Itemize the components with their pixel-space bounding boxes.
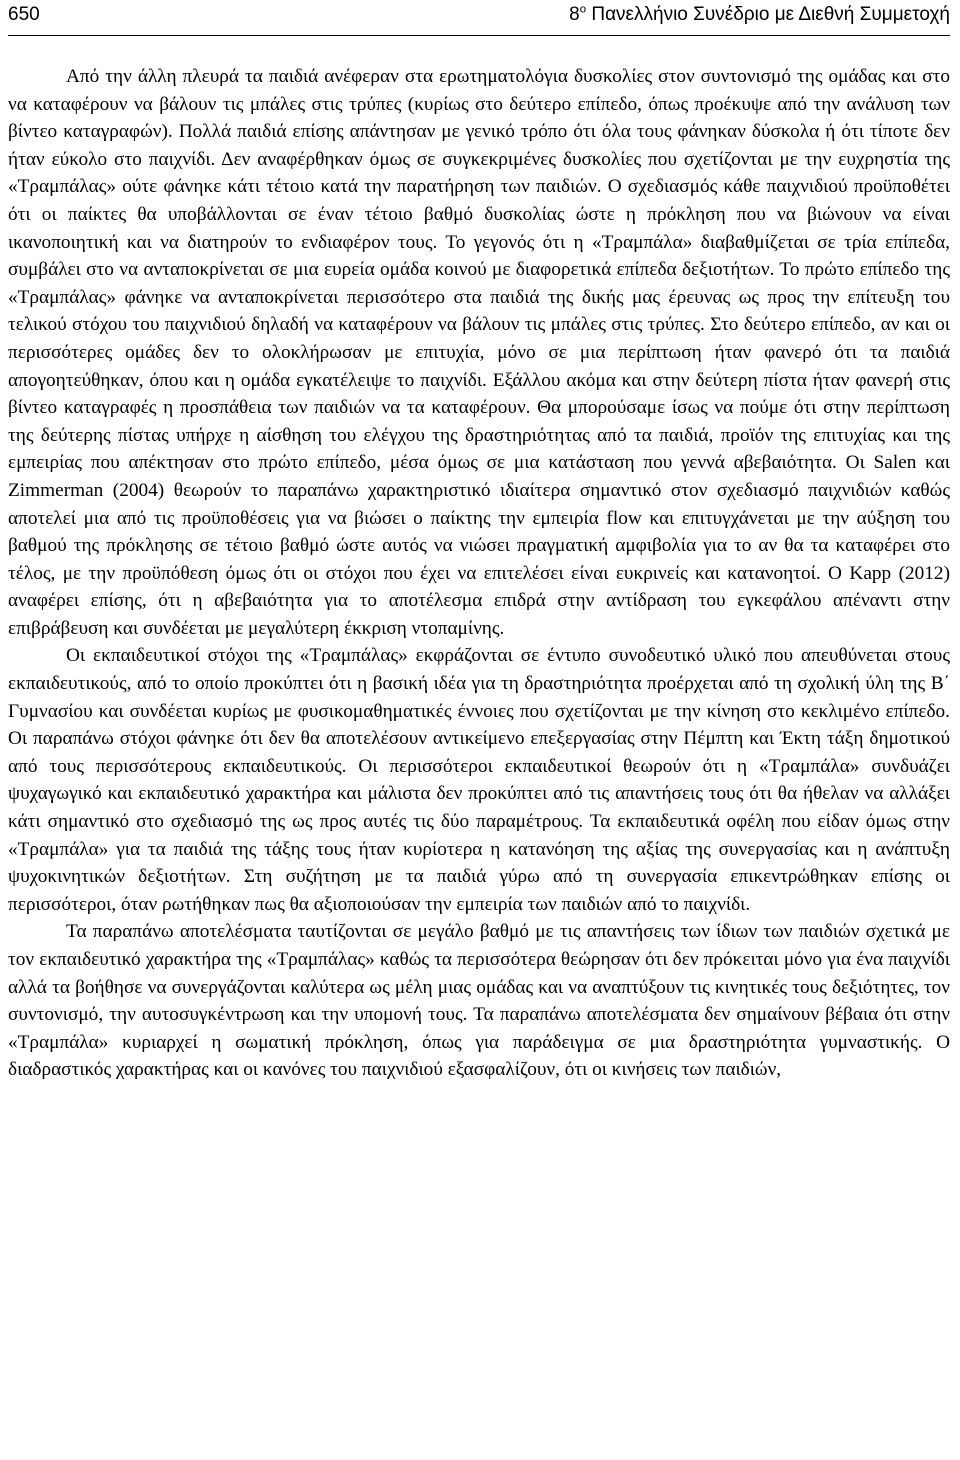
running-title-prefix: 8 xyxy=(569,4,580,25)
page-number: 650 xyxy=(8,4,40,25)
paragraph-2: Οι εκπαιδευτικοί στόχοι της «Τραμπάλας» εκφράζονται σε έντυπο συνοδευτικό υλικό που απευθύνεται στους εκπαιδευτικούς, από το οποίο προκύπτει ότι η βασική ιδέα για τη δραστηριότητα προέρχεται από τη σχολική ύλη της Β΄ Γυμνασίου και συνδέεται κυρίως με φυσικομαθηματικές έννοιες που σχετίζονται με την κίνηση στο κεκλιμένο επίπεδο. Οι παραπάνω στόχοι φάνηκε ότι δεν θα αποτελέσουν αντικείμενο επεξεργασίας στην Πέμπτη και Έκτη τάξη δημοτικού από τους περισσότερους εκπαιδευτικούς. Οι περισσότεροι εκπαιδευτικοί θεωρούν ότι η «Τραμπάλα» συνδυάζει ψυχαγωγικό και εκπαιδευτικό χαρακτήρα και μάλιστα δεν προκύπτει από τις απαντήσεις τους ότι θα ήθελαν να αλλάξει κάτι σημαντικό στο σχεδιασμό της ως προς αυτές τις δύο παραμέτρους. Τα εκπαιδευτικά οφέλη που είδαν όμως στην «Τραμπάλα» για τα παιδιά της τάξης τους ήταν κυρίοτερα η κατανόηση της αξίας της συνεργασίας και η ανάπτυξη ψυχοκινητικών δεξιοτήτων. Στη συζήτηση με τα παιδιά γύρω από τη συνεργασία επικεντρώθηκαν επίσης οι περισσότεροι, όταν ρωτήθηκαν πως θα αξιοποιούσαν την εμπειρία των παιδιών από το παιχνίδι. xyxy=(8,645,950,915)
paragraph-3: Τα παραπάνω αποτελέσματα ταυτίζονται σε μεγάλο βαθμό με τις απαντήσεις των ίδιων των παιδιών σχετικά με τον εκπαιδευτικό χαρακτήρα της «Τραμπάλας» καθώς τα περισσότερα θεώρησαν ότι δεν πρόκειται μόνο για ένα παιχνίδι αλλά τα βοήθησε να συνεργάζονται καλύτερα ως μέλη μιας ομάδας και να αναπτύξουν τις κινητικές τους δεξιότητες, τον συντονισμό, την αυτοσυγκέντρωση και την υπομονή τους. Τα παραπάνω αποτελέσματα δεν σημαίνουν βέβαια ότι στην «Τραμπάλα» κυριαρχεί η σωματική πρόκληση, όπως για παράδειγμα σε μια δραστηριότητα γυμναστικής. Ο διαδραστικός χαρακτήρας και οι κανόνες του παιχνιδιού εξασφαλίζουν, ότι οι κινήσεις των παιδιών, xyxy=(8,921,950,1081)
running-title-superscript: ο xyxy=(579,3,587,16)
page-header xyxy=(8,4,950,34)
body-text xyxy=(8,63,950,1084)
running-title xyxy=(569,4,950,26)
header-rule xyxy=(8,35,950,36)
running-title-text: Πανελλήνιο Συνέδριο με Διεθνή Συμμετοχή xyxy=(586,4,950,25)
paragraph-1: Από την άλλη πλευρά τα παιδιά ανέφεραν στα ερωτηματολόγια δυσκολίες στον συντονισμό της ομάδας και στο να καταφέρουν να βάλουν τις μπάλες στις τρύπες (κυρίως στο δεύτερο επίπεδο, όπως προέκυψε από την ανάλυση των βίντεο καταγραφών). Πολλά παιδιά επίσης απάντησαν με γενικό τρόπο ότι όλα τους φάνηκαν δύσκολα ή ότι τίποτε δεν ήταν εύκολο στο παιχνίδι. Δεν αναφέρθηκαν όμως σε συγκεκριμένες δυσκολίες που σχετίζονται με την ευχρηστία της «Τραμπάλας» ούτε φάνηκε κάτι τέτοιο κατά την παρατήρηση των παιδιών. Ο σχεδιασμός κάθε παιχνιδιού προϋποθέτει ότι οι παίκτες θα υποβάλλονται σε έναν τέτοιο βαθμό δυσκολίας ώστε η πρόκληση που να βιώνουν να είναι ικανοποιητική και να διατηρούν το ενδιαφέρον τους. Το γεγονός ότι η «Τραμπάλα» διαβαθμίζεται σε τρία επίπεδα, συμβάλει στο να ανταποκρίνεται σε μια ευρεία ομάδα κοινού με διαφορετικά επίπεδα δεξιοτήτων. Το πρώτο επίπεδο της «Τραμπάλας» φάνηκε να ανταποκρίνεται περισσότερο στα παιδιά της δικής μας έρευνας ως προς την επίτευξη του τελικού στόχου του παιχνιδιού δηλαδή να καταφέρουν να βάλουν τις μπάλες στις τρύπες. Στο δεύτερο επίπεδο, αν και οι περισσότερες ομάδες δεν το ολοκλήρωσαν με επιτυχία, μόνο σε μια περίπτωση ήταν φανερό ότι τα παιδιά απογοητεύθηκαν, όπου και η ομάδα εγκατέλειψε το παιχνίδι. Εξάλλου ακόμα και στην δεύτερη πίστα ήταν φανερή στις βίντεο καταγραφές η προσπάθεια των παιδιών να τα καταφέρουν. Θα μπορούσαμε ίσως να πούμε ότι στην περίπτωση της δεύτερης πίστας υπήρχε η αίσθηση του ελέγχου της δραστηριότητας από τα παιδιά, προϊόν της επιτυχίας και της εμπειρίας που απέκτησαν στο πρώτο επίπεδο, μέσα όμως σε μια κατάσταση που γεννά αβεβαιότητα. Οι Salen και Zimmerman (2004) θεωρούν το παραπάνω χαρακτηριστικό ιδιαίτερα σημαντικό στον σχεδιασμό παιχνιδιών καθώς αποτελεί μια από τις προϋποθέσεις για να βιώσει ο παίκτης την εμπειρία flow και επιτυγχάνεται με την αύξηση του βαθμού της πρόκλησης σε τέτοιο βαθμό ώστε αυτός να νιώσει πραγματική αμφιβολία για το αν θα τα καταφέρει στο τέλος, με την προϋπόθεση όμως ότι οι στόχοι που έχει να επιτελέσει είναι ευκρινείς και κατανοητοί. Ο Kapp (2012) αναφέρει επίσης, ότι η αβεβαιότητα για το αποτέλεσμα επιδρά στην αντίδραση του εγκεφάλου απέναντι στην επιβράβευση και συνδέεται με μεγαλύτερη έκκριση ντοπαμίνης. xyxy=(8,66,950,639)
